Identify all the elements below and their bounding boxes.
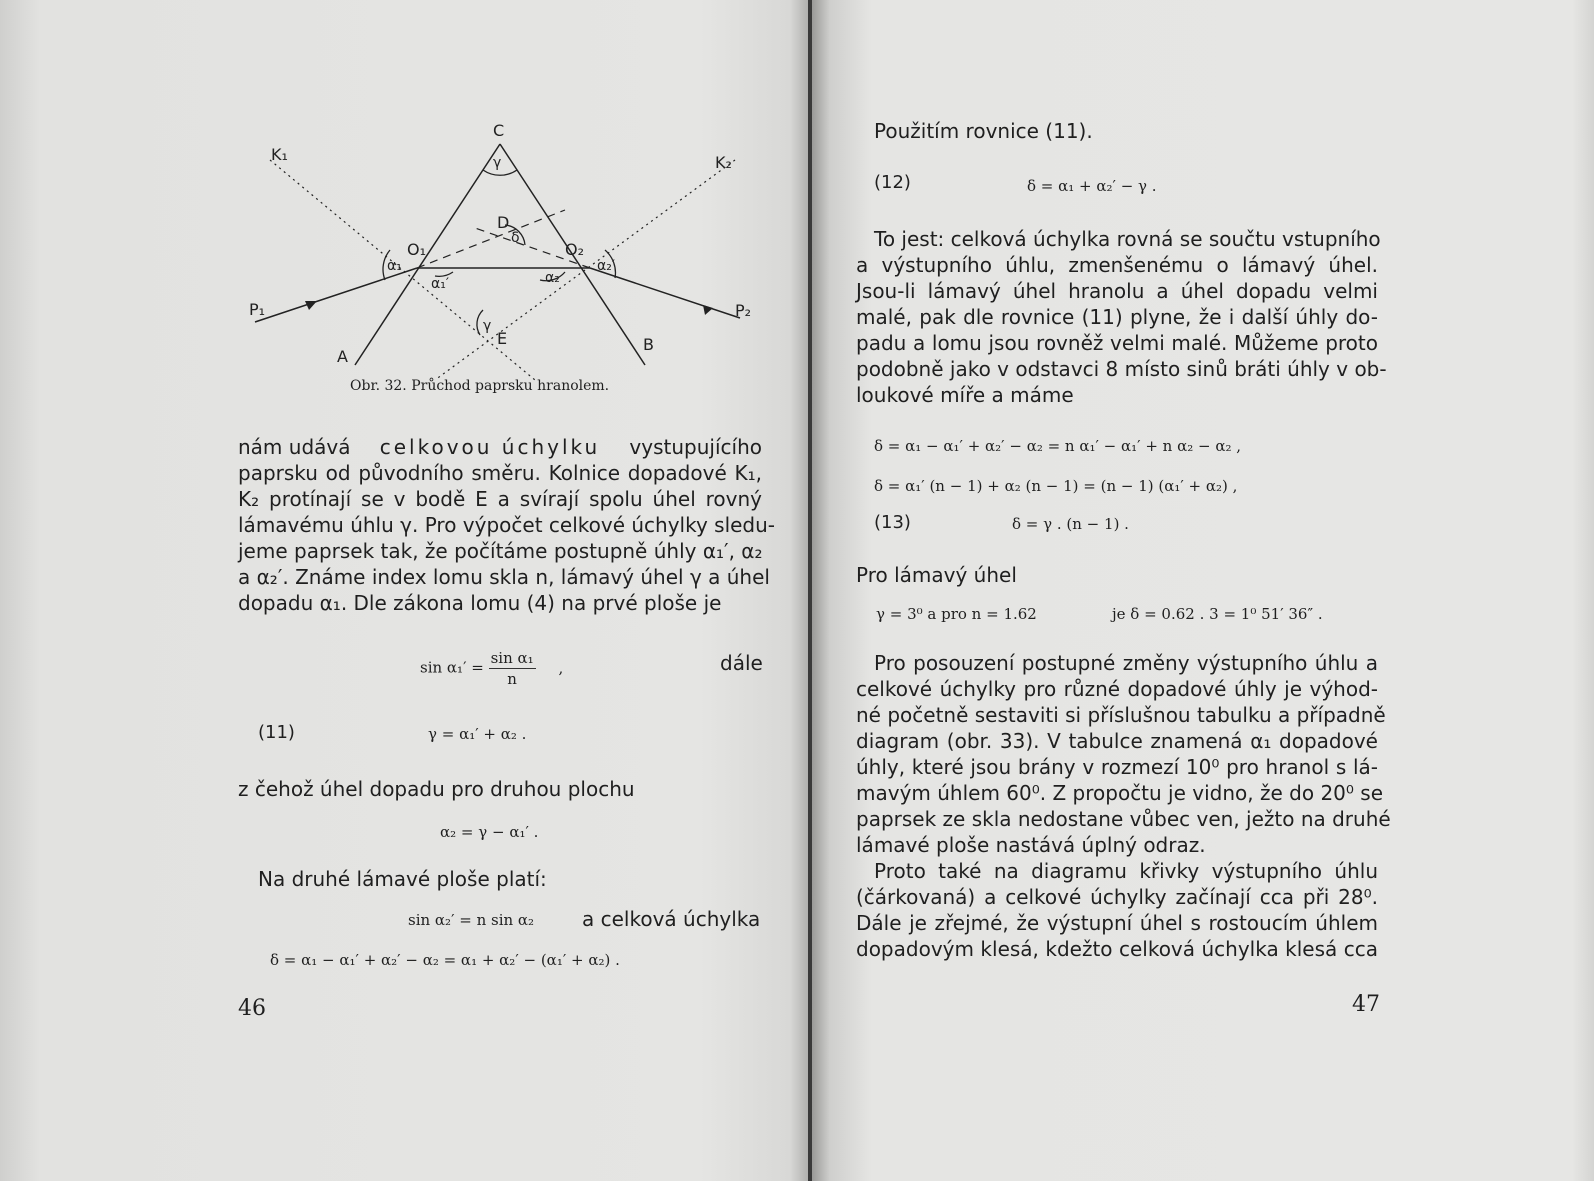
left-line-7: dopadu α₁. Dle zákona lomu (4) na prvé ploše je — [238, 591, 722, 615]
normal-k2 — [435, 160, 735, 380]
eq13-expression: δ = γ . (n − 1) . — [1012, 515, 1129, 533]
right-p2-line-8: lámavé ploše nastává úplný odraz. — [856, 833, 1206, 857]
equation-snell-1 — [420, 648, 563, 689]
eq1-numerator: sin α₁ — [490, 649, 534, 667]
right-p1-line-5: padu a lomu jsou rovněž velmi malé. Můžeme proto — [856, 331, 1378, 355]
eq-example-right: je δ = 0.62 . 3 = 1⁰ 51′ 36″ . — [1112, 605, 1323, 623]
label-b: B — [643, 335, 654, 354]
prism-diagram — [235, 110, 775, 390]
right-p1-line-2: a výstupního úhlu, zmenšenému o lámavý úhel. — [856, 253, 1378, 277]
left-line-1a: nám udává — [238, 435, 357, 459]
right-p2-line-2: celkové úchylky pro různé dopadové úhly je výhod- — [856, 677, 1378, 701]
label-k1: K₁ — [271, 145, 288, 164]
right-p1-line-7: loukové míře a máme — [856, 383, 1074, 407]
eq-alpha2: α₂ = γ − α₁′ . — [440, 823, 539, 841]
eq-small-angle-1: δ = α₁ − α₁′ + α₂′ − α₂ = n α₁′ − α₁′ + n α₂ − α₂ , — [874, 437, 1242, 455]
right-p2-line-3: né početně sestaviti si příslušnou tabulku a případně — [856, 703, 1386, 727]
left-line-1 — [238, 434, 762, 460]
right-line-pouzitim: Použitím rovnice (11). — [874, 119, 1093, 143]
right-p1-line-1: To jest: celková úchylka rovná se součtu vstupního — [874, 227, 1381, 251]
right-paragraph-3 — [856, 858, 1378, 962]
left-line-1c: vystupujícího — [623, 435, 762, 459]
eq1-lhs: sin α₁′ = — [420, 658, 484, 677]
eq-total-deviation: δ = α₁ − α₁′ + α₂′ − α₂ = α₁ + α₂′ − (α₁′ + α₂) . — [270, 951, 620, 969]
eq1-fraction — [489, 648, 536, 689]
page-number-right: 47 — [1352, 992, 1380, 1017]
label-alpha2p: α₂′ — [597, 258, 616, 274]
label-alpha1: α₁ — [387, 258, 402, 274]
label-k2: K₂ — [715, 153, 732, 172]
eq1-denominator: n — [507, 670, 517, 688]
right-p1-line-6: podobně jako v odstavci 8 místo sinů bráti úhly v ob- — [856, 357, 1387, 381]
eq12-expression: δ = α₁ + α₂′ − γ . — [1027, 177, 1157, 195]
eq-small-angle-2: δ = α₁′ (n − 1) + α₂ (n − 1) = (n − 1) (α₁′ + α₂) , — [874, 477, 1238, 495]
left-line-1-emphasis: celkovou úchylku — [379, 435, 601, 459]
right-paragraph-1 — [856, 226, 1387, 408]
right-p2-line-7: paprsek ze skla nedostane vůbec ven, ježto na druhé — [856, 807, 1391, 831]
label-c: C — [493, 121, 505, 140]
label-o2: O₂ — [565, 240, 585, 259]
ray-p1-o1 — [255, 268, 417, 322]
ray-arrow-icon — [703, 305, 713, 315]
right-p1-line-4: malé, pak dle rovnice (11) plyne, že i další úhly do- — [856, 305, 1378, 329]
eq1-tail: , — [558, 658, 564, 677]
eq-example-left: γ = 3⁰ a pro n = 1.62 — [876, 605, 1037, 623]
left-paragraph-1 — [238, 460, 776, 616]
label-gamma-top: γ — [493, 155, 502, 171]
label-a: A — [337, 347, 348, 366]
right-page — [812, 0, 1594, 1181]
label-p2: P₂ — [735, 301, 752, 320]
label-e: E — [497, 329, 508, 348]
eq-snell-2: sin α₂′ = n sin α₂ — [408, 911, 535, 929]
label-gamma-e: γ — [483, 318, 492, 334]
right-p1-line-3: Jsou-li lámavý úhel hranolu a úhel dopadu velmi — [856, 279, 1378, 303]
eq11-expression: γ = α₁′ + α₂ . — [428, 725, 527, 743]
label-p1: P₁ — [249, 300, 266, 319]
right-p3-line-3: Dále je zřejmé, že výstupní úhel s rostoucím úhlem — [856, 911, 1378, 935]
right-p2-line-6: mavým úhlem 60⁰. Z propočtu je vidno, že do 20⁰ se — [856, 781, 1383, 805]
left-line-z: z čehož úhel dopadu pro druhou plochu — [238, 777, 635, 801]
right-p3-line-4: dopadovým klesá, kdežto celková úchylka klesá cca — [856, 937, 1378, 961]
eq12-label: (12) — [874, 172, 911, 193]
label-d: D — [497, 213, 510, 232]
left-line-5: jeme paprsek tak, že počítáme postupně úhly α₁′, α₂ — [238, 539, 763, 563]
eq11-label: (11) — [258, 722, 295, 743]
left-line-na: Na druhé lámavé ploše platí: — [258, 867, 547, 891]
right-p3-line-1: Proto také na diagramu křivky výstupního úhlu — [874, 859, 1378, 883]
ray-o2-p2 — [590, 268, 740, 318]
normal-k1 — [270, 160, 535, 380]
extension-p1 — [417, 210, 565, 268]
label-delta: δ — [511, 230, 520, 246]
right-paragraph-2 — [856, 650, 1391, 858]
left-line-4: lámavému úhlu γ. Pro výpočet celkové úchylky sledu- — [238, 513, 776, 537]
left-line-3: K₂ protínají se v bodě E a svírají spolu úhel rovný — [238, 487, 762, 511]
left-line-2: paprsku od původního směru. Kolnice dopadové K₁, — [238, 461, 762, 485]
left-line-6: a α₂′. Známe index lomu skla n, lámavý úhel γ a úhel — [238, 565, 770, 589]
left-line-celkova: a celková úchylka — [582, 907, 761, 931]
eq13-label: (13) — [874, 512, 911, 533]
right-p2-line-4: diagram (obr. 33). V tabulce znamená α₁ dopadové — [856, 729, 1378, 753]
label-alpha1p: α₁′ — [431, 276, 450, 292]
figure-caption: Obr. 32. Průchod paprsku hranolem. — [350, 378, 610, 394]
dale-word: dále — [720, 651, 763, 675]
label-alpha2: α₂ — [545, 270, 560, 286]
right-line-pro: Pro lámavý úhel — [856, 563, 1017, 587]
right-p2-line-1: Pro posouzení postupné změny výstupního úhlu a — [874, 651, 1378, 675]
label-o1: O₁ — [407, 240, 427, 259]
page-number-left: 46 — [238, 996, 266, 1021]
right-p2-line-5: úhly, které jsou brány v rozmezí 10⁰ pro hranol s lá- — [856, 755, 1378, 779]
right-p3-line-2: (čárkovaná) a celkové úchylky začínají cca při 28⁰. — [856, 885, 1378, 909]
